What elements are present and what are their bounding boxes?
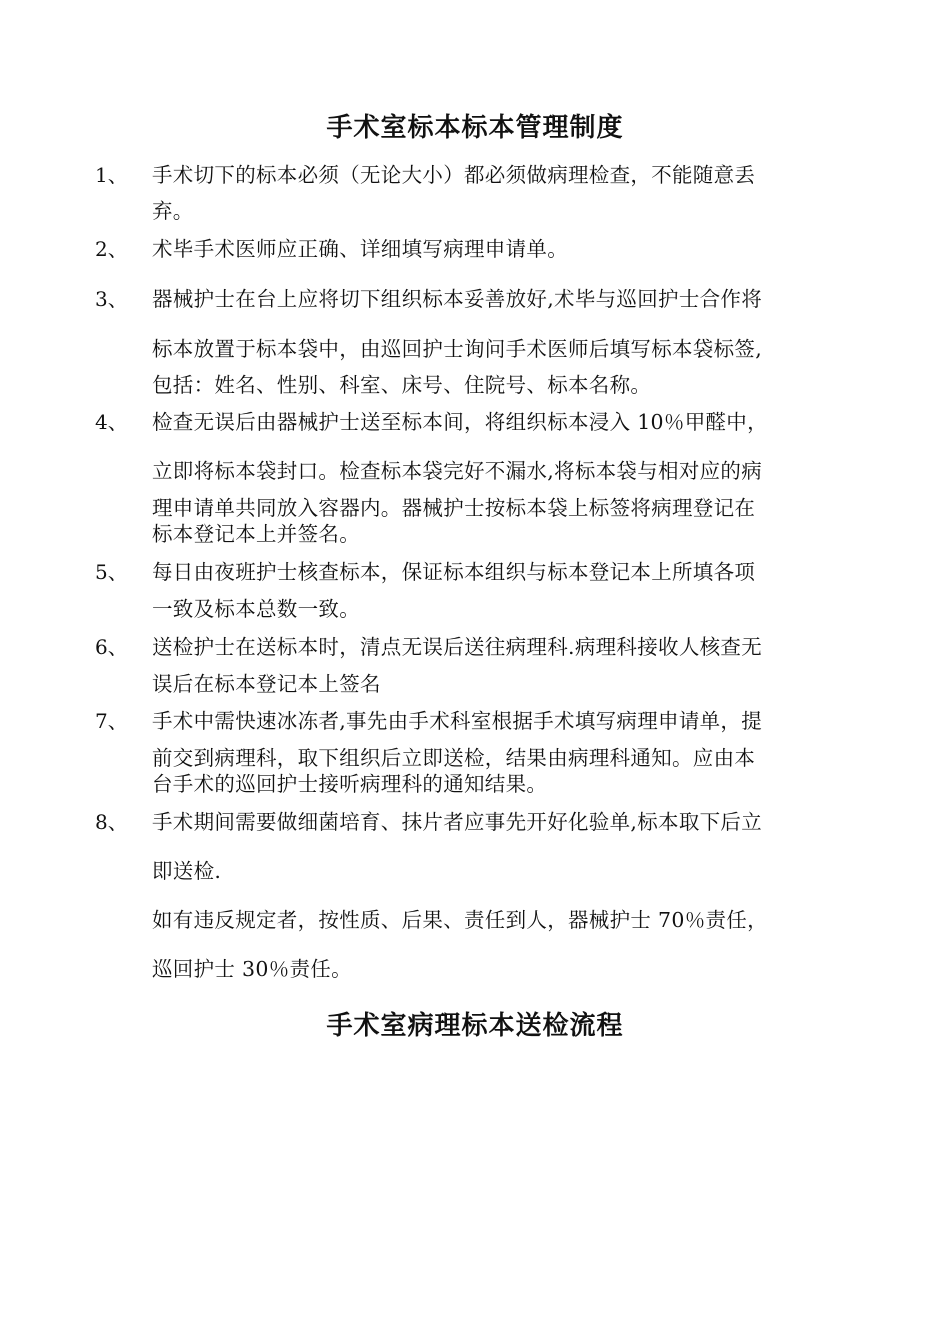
item-text-line: 每日由夜班护士核查标本，保证标本组织与标本登记本上所填各项 [152, 560, 756, 584]
item-text-line: 术毕手术医师应正确、详细填写病理申请单。 [152, 237, 568, 261]
item-text-line: 送检护士在送标本时，清点无误后送往病理科.病理科接收人核查无 [152, 635, 763, 659]
item-text-line: 理申请单共同放入容器内。器械护士按标本袋上标签将病理登记在 [152, 496, 756, 520]
item-text-line: 误后在标本登记本上签名 [152, 672, 381, 696]
item-text-line: 即送检. [152, 859, 222, 883]
item-text-line: 包括：姓名、性别、科室、床号、住院号、标本名称。 [152, 373, 652, 397]
item-text-line: 立即将标本袋封口。检查标本袋完好不漏水,将标本袋与相对应的病 [152, 459, 763, 483]
closing-text-line: 如有违反规定者，按性质、后果、责任到人，器械护士 70％责任， [152, 908, 768, 932]
item-text-line: 前交到病理科，取下组织后立即送检，结果由病理科通知。应由本 [152, 746, 756, 770]
page-title: 手术室标本标本管理制度 [326, 113, 624, 143]
section-title: 手术室病理标本送检流程 [326, 1011, 624, 1041]
item-text-line: 手术中需快速冰冻者,事先由手术科室根据手术填写病理申请单，提 [152, 709, 763, 733]
item-text-line: 标本登记本上并签名。 [152, 522, 360, 546]
item-text-line: 检查无误后由器械护士送至标本间，将组织标本浸入 10％甲醛中， [152, 410, 768, 434]
item-text-line: 弃。 [152, 199, 194, 223]
item-number: 5、 [95, 560, 128, 584]
item-text-line: 手术期间需要做细菌培育、抹片者应事先开好化验单,标本取下后立 [152, 810, 763, 834]
closing-text-line: 巡回护士 30％责任。 [152, 957, 352, 981]
item-text-line: 一致及标本总数一致。 [152, 597, 360, 621]
item-number: 6、 [95, 635, 128, 659]
item-text-line: 手术切下的标本必须（无论大小）都必须做病理检查，不能随意丢 [152, 163, 756, 187]
item-number: 4、 [95, 410, 128, 434]
item-number: 2、 [95, 237, 128, 261]
item-text-line: 器械护士在台上应将切下组织标本妥善放好,术毕与巡回护士合作将 [152, 287, 763, 311]
item-text-line: 标本放置于标本袋中，由巡回护士询问手术医师后填写标本袋标签, [152, 337, 763, 361]
item-number: 7、 [95, 709, 128, 733]
item-number: 8、 [95, 810, 128, 834]
item-number: 1、 [95, 163, 128, 187]
item-number: 3、 [95, 287, 128, 311]
item-text-line: 台手术的巡回护士接听病理科的通知结果。 [152, 772, 548, 796]
